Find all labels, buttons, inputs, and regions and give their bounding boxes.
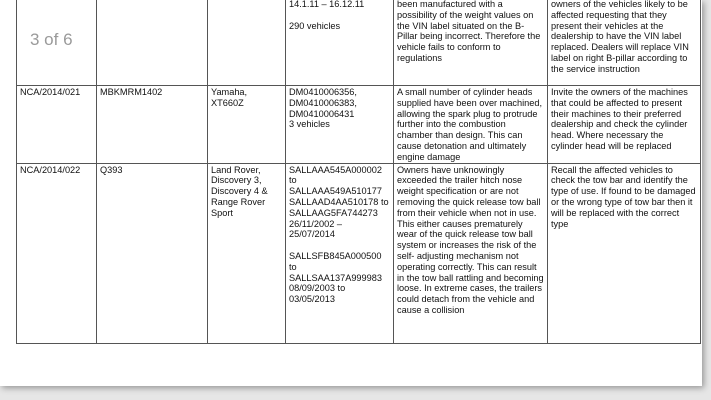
table-row xyxy=(17,86,701,164)
reference-cell xyxy=(17,0,97,86)
page-counter: 3 of 6 xyxy=(30,30,73,49)
reference-cell: NCA/2014/021 xyxy=(17,86,97,164)
reference-cell: NCA/2014/022 xyxy=(17,163,97,343)
defect-cell: been manufactured with a possibility of the weight values on the VIN label situated on the B-Pillar being incorrect. Therefore the vehicle fails to conform to regulations xyxy=(394,0,548,86)
model-code-cell: MBKMRM1402 xyxy=(97,86,208,164)
defect-cell: A small number of cylinder heads supplied have been over machined, allowing the spark plug to protrude further into the combustion chamber than design. This can cause detonation and ultimately engine damage xyxy=(394,86,548,164)
table-row xyxy=(17,163,701,343)
vin-range-cell: SALLAAA545A000002 to SALLAAA549A510177 SALLAAD4AA510178 to SALLAAG5FA744273 26/11/2002 – 25/07/2014 SALLSFB845A000500 to SALLSAA137A999983 08/09/2003 to 03/05/2013 xyxy=(286,163,394,343)
action-cell: owners of the vehicles likely to be affected requesting that they present their vehicles at the dealership to have the VIN label replaced. Dealers will replace VIN label on right B-pillar according to the service instruction xyxy=(548,0,701,86)
vin-range-cell: 14.1.11 – 16.12.11 290 vehicles xyxy=(286,0,394,86)
action-cell: Recall the affected vehicles to check the tow bar and identify the type of use. If found to be damaged or the wrong type of tow bar then it will be replaced with the correct type xyxy=(548,163,701,343)
recall-table xyxy=(16,0,701,344)
model-code-cell xyxy=(97,0,208,86)
table-row xyxy=(17,0,701,86)
make-model-cell: Land Rover, Discovery 3, Discovery 4 & Range Rover Sport xyxy=(208,163,286,343)
model-code-cell: Q393 xyxy=(97,163,208,343)
action-cell: Invite the owners of the machines that could be affected to present their machines to their preferred dealership and check the cylinder head. Where necessary the cylinder head will be replaced xyxy=(548,86,701,164)
make-model-cell xyxy=(208,0,286,86)
make-model-cell: Yamaha, XT660Z xyxy=(208,86,286,164)
defect-cell: Owners have unknowingly exceeded the trailer hitch nose weight specification or are not removing the quick release tow ball from their vehicle when not in use. This either causes prematurely wear of the quick release tow ball system or increases the risk of the self- adjusting mechanism not operating correctly. This can result in the tow ball rattling and becoming loose. In extreme cases, the trailers could detach from the vehicle and cause a collision xyxy=(394,163,548,343)
vin-range-cell: DM0410006356, DM0410006383, DM0410006431 3 vehicles xyxy=(286,86,394,164)
